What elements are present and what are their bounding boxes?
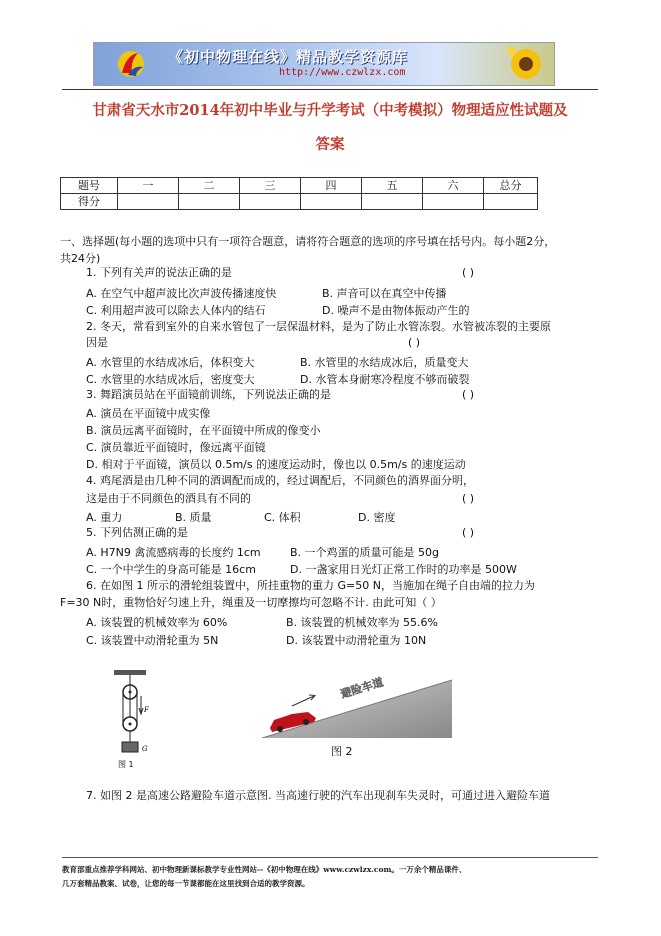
table-header-cell: 六 [423,178,484,194]
q2-option-c: C. 水管里的水结成冰后，密度变大 [86,373,255,386]
q4-stem-line2: 这是由于不同颜色的酒具有不同的 [86,492,251,505]
footer-line1: 教育部重点推荐学科网站、初中物理新课标教学专业性网站--《初中物理在线》www.czwlzx.com。一万余个精品课件、 [62,865,467,874]
q4-answer-paren: ( ) [462,492,475,505]
table-row [61,194,538,210]
score-cell[interactable] [362,194,423,210]
q1-option-b: B. 声音可以在真空中传播 [322,287,447,300]
score-cell[interactable] [179,194,240,210]
logo-icon [116,49,146,79]
q5-stem: 5. 下列估测正确的是 [86,526,188,539]
q4-stem-line1: 4. 鸡尾酒是由几种不同的酒调配而成的，经过调配后，不同颜色的酒界面分明， [86,474,474,487]
q5-option-b: B. 一个鸡蛋的质量可能是 50g [290,546,440,559]
force-label: F [144,706,149,714]
score-table [60,177,538,210]
banner-url[interactable]: http://www.czwlzx.com [279,67,406,78]
figure1-caption: 图 1 [118,760,134,769]
table-row-label: 得分 [61,194,118,210]
q1-option-a: A. 在空气中超声波比次声波传播速度快 [86,287,277,300]
document-title-line1: 甘肃省天水市2014年初中毕业与升学考试（中考模拟）物理适应性试题及 [92,102,568,119]
q2-answer-paren: ( ) [408,336,421,349]
q1-option-c: C. 利用超声波可以除去人体内的结石 [86,304,266,317]
sunflower-icon [506,45,546,83]
table-header-cell: 题号 [61,178,118,194]
pulley-figure [110,668,155,773]
q7-stem: 7. 如图 2 是高速公路避险车道示意图. 当高速行驶的汽车出现刹车失灵时，可通过进入避险车道 [86,789,550,802]
section-heading-line2: 共24分) [60,252,101,265]
q4-option-a: A. 重力 [86,511,123,524]
banner-title: 《初中物理在线》精品教学资源库 [168,48,409,66]
table-header-cell: 一 [118,178,179,194]
q2-stem-line1: 2. 冬天，常看到室外的自来水管包了一层保温材料，是为了防止水管冻裂。水管被冻裂的主要原 [86,320,551,333]
q3-option-b: B. 演员远离平面镜时，在平面镜中所成的像变小 [86,424,321,437]
q1-stem: 1. 下列有关声的说法正确的是 [86,266,232,279]
document-title-line2: 答案 [315,136,345,153]
q1-option-d: D. 噪声不是由物体振动产生的 [322,304,470,317]
score-cell[interactable] [484,194,538,210]
q2-option-d: D. 水管本身耐寒冷程度不够而破裂 [300,373,470,386]
q5-option-c: C. 一个中学生的身高可能是 16cm [86,563,256,576]
q5-option-a: A. H7N9 禽流感病毒的长度约 1cm [86,546,261,559]
header-rule [62,89,598,90]
q2-stem-line2: 因是 [86,336,108,349]
q3-option-a: A. 演员在平面镜中成实像 [86,407,211,420]
q5-answer-paren: ( ) [462,526,475,539]
q4-option-d: D. 密度 [358,511,396,524]
q4-option-b: B. 质量 [175,511,212,524]
score-cell[interactable] [240,194,301,210]
q6-option-c: C. 该装置中动滑轮重为 5N [86,634,219,647]
escape-ramp-figure [262,676,452,738]
weight-label: G [142,745,148,753]
table-header-cell: 三 [240,178,301,194]
table-header-cell: 五 [362,178,423,194]
footer-rule [62,857,598,858]
q5-option-d: D. 一盏家用日光灯正常工作时的功率是 500W [290,563,517,576]
q6-option-d: D. 该装置中动滑轮重为 10N [286,634,427,647]
ramp-label: 避险车道 [339,676,385,701]
q3-option-c: C. 演员靠近平面镜时，像远离平面镜 [86,441,266,454]
figure2-caption: 图 2 [331,745,353,758]
q3-answer-paren: ( ) [462,388,475,401]
table-header-cell: 四 [301,178,362,194]
q2-option-b: B. 水管里的水结成冰后，质量变大 [300,356,469,369]
q6-option-b: B. 该装置的机械效率为 55.6% [286,616,438,629]
table-header-cell: 二 [179,178,240,194]
q6-stem-line2: F=30 N时，重物恰好匀速上升，绳重及一切摩擦均可忽略不计. 由此可知（ ） [60,596,442,609]
table-header-cell: 总分 [484,178,538,194]
footer-line2: 几万套精品教案、试卷，让您的每一节课都能在这里找到合适的教学资源。 [62,879,310,888]
score-cell[interactable] [118,194,179,210]
q1-answer-paren: ( ) [462,266,475,279]
section-heading-line1: 一、选择题(每小题的选项中只有一项符合题意，请将符合题意的选项的序号填在括号内。每小题2分， [60,235,556,248]
q4-option-c: C. 体积 [264,511,301,524]
q6-option-a: A. 该装置的机械效率为 60% [86,616,228,629]
score-cell[interactable] [301,194,362,210]
q2-option-a: A. 水管里的水结成冰后，体积变大 [86,356,255,369]
score-cell[interactable] [423,194,484,210]
site-banner [93,42,555,86]
q6-stem-line1: 6. 在如图 1 所示的滑轮组装置中，所挂重物的重力 G=50 N，当施加在绳子自由端的拉力为 [86,579,535,592]
table-row [61,178,538,194]
q3-stem: 3. 舞蹈演员站在平面镜前训练，下列说法正确的是 [86,388,331,401]
q3-option-d: D. 相对于平面镜，演员以 0.5m/s 的速度运动时，像也以 0.5m/s 的速度运动 [86,458,466,471]
